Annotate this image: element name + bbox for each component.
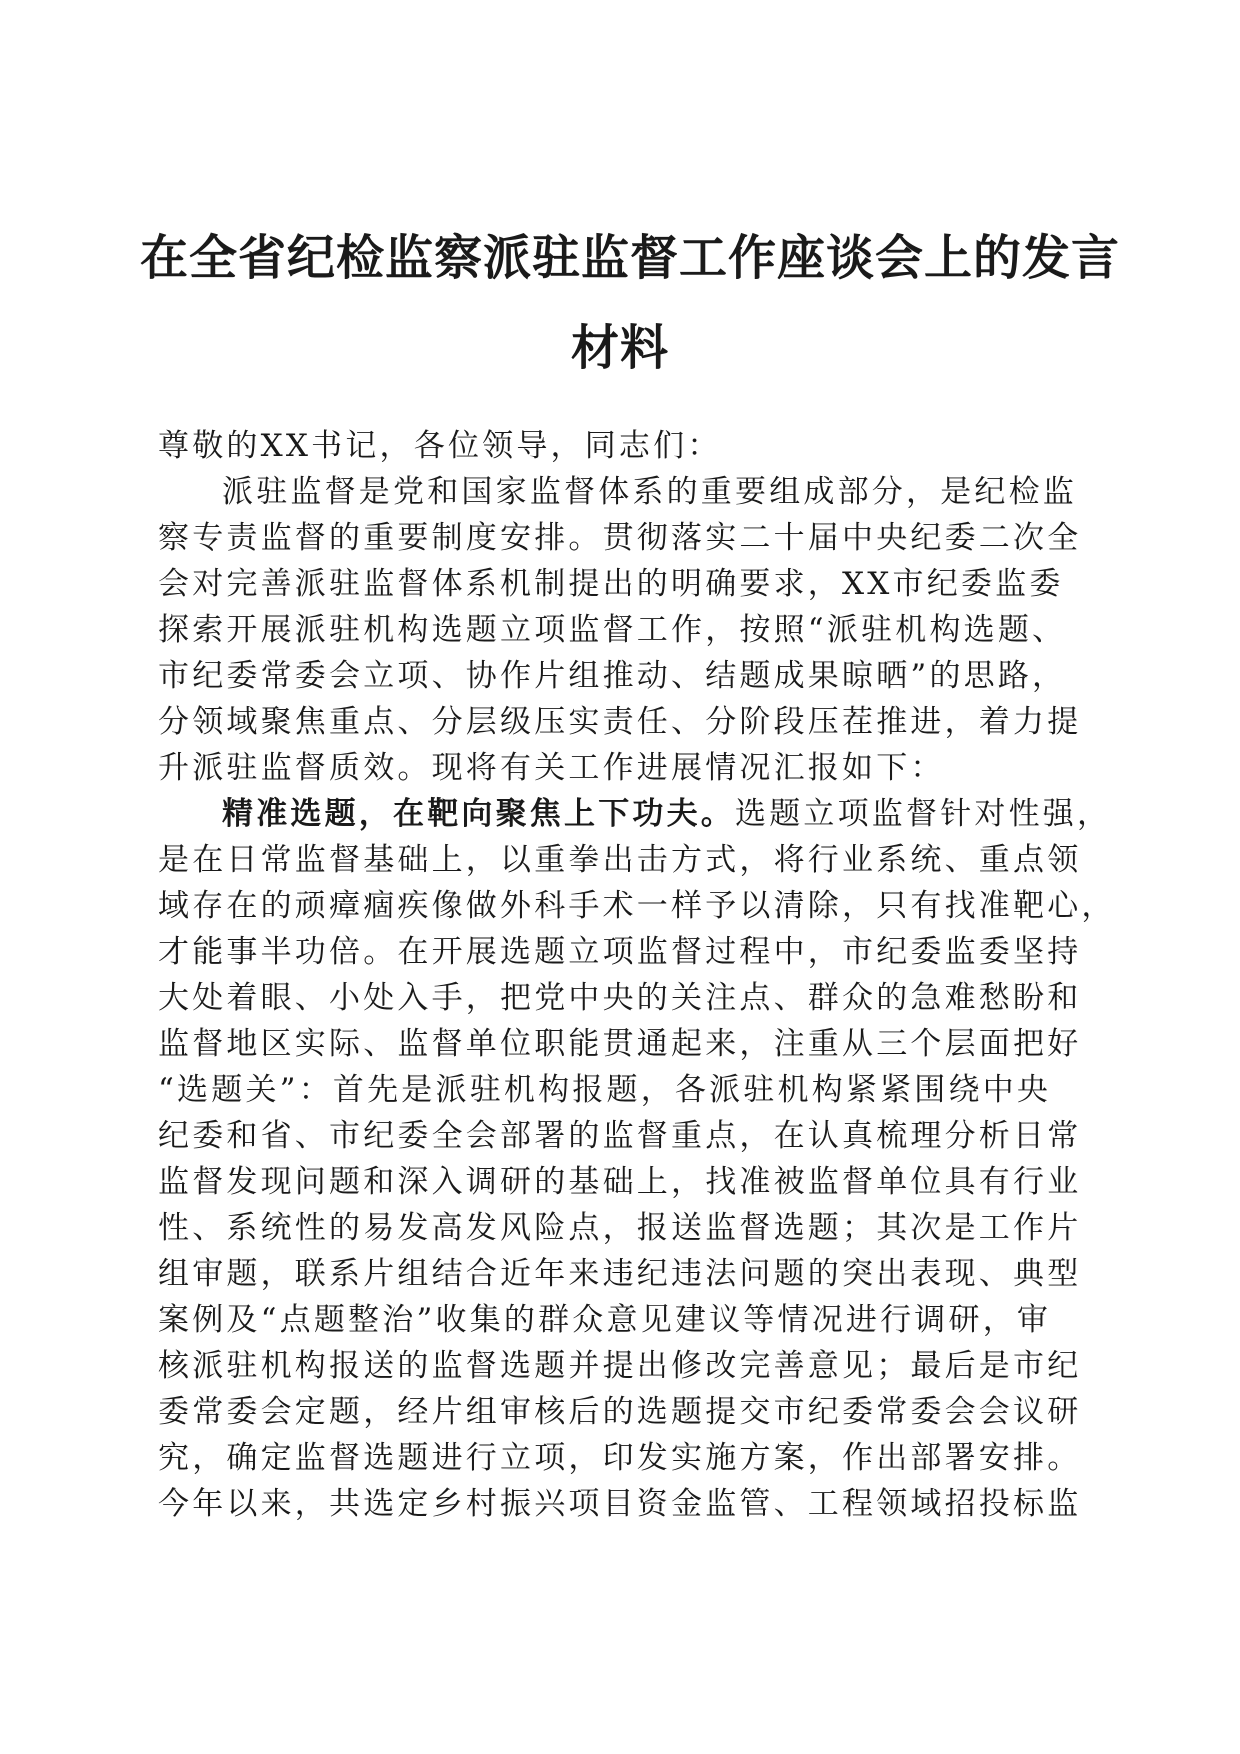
paragraph-2-line: 域存在的顽瘴痼疾像做外科手术一样予以清除，只有找准靶心， <box>158 888 1116 924</box>
paragraph-1-line: 探索开展派驻机构选题立项监督工作，按照“派驻机构选题、 <box>158 612 1067 648</box>
paragraph-2-line: 大处着眼、小处入手，把党中央的关注点、群众的急难愁盼和 <box>158 980 1082 1016</box>
paragraph-2-line: 是在日常监督基础上，以重拳出击方式，将行业系统、重点领 <box>158 842 1082 878</box>
paragraph-2-line: 纪委和省、市纪委全会部署的监督重点，在认真梳理分析日常 <box>158 1118 1082 1154</box>
paragraph-2-line: 监督地区实际、监督单位职能贯通起来，注重从三个层面把好 <box>158 1026 1082 1062</box>
paragraph-1-line: 派驻监督是党和国家监督体系的重要组成部分，是纪检监 <box>222 474 1077 510</box>
section-heading: 精准选题，在靶向聚焦上下功夫。 <box>222 796 735 832</box>
document-body <box>158 423 1116 1527</box>
paragraph-2-line: 性、系统性的易发高发风险点，报送监督选题；其次是工作片 <box>158 1210 1082 1246</box>
document-title-line-1: 在全省纪检监察派驻监督工作座谈会上的发言 <box>140 230 1121 286</box>
document-title-line-2: 材料 <box>570 320 669 376</box>
paragraph-2-line: 委常委会定题，经片组审核后的选题提交市纪委常委会会议研 <box>158 1394 1082 1430</box>
paragraph-2-first-line-text: 选题立项监督针对性强， <box>735 796 1112 832</box>
paragraph-1-line: 察专责监督的重要制度安排。贯彻落实二十届中央纪委二次全 <box>158 520 1082 556</box>
paragraph-1-line: 会对完善派驻监督体系机制提出的明确要求，XX市纪委监委 <box>158 566 1064 602</box>
paragraph-1-line: 市纪委常委会立项、协作片组推动、结题成果晾晒”的思路， <box>158 658 1067 694</box>
paragraph-2-line: 今年以来，共选定乡村振兴项目资金监管、工程领域招投标监 <box>158 1486 1082 1522</box>
salutation: 尊敬的XX书记，各位领导，同志们： <box>158 428 722 464</box>
paragraph-2-line: 案例及“点题整治”收集的群众意见建议等情况进行调研，审 <box>158 1302 1052 1338</box>
paragraph-2-line: 监督发现问题和深入调研的基础上，找准被监督单位具有行业 <box>158 1164 1082 1200</box>
paragraph-2-line: 核派驻机构报送的监督选题并提出修改完善意见；最后是市纪 <box>158 1348 1082 1384</box>
paragraph-1-line: 分领域聚焦重点、分层级压实责任、分阶段压茬推进，着力提 <box>158 704 1082 740</box>
paragraph-2-line: 才能事半功倍。在开展选题立项监督过程中，市纪委监委坚持 <box>158 934 1082 970</box>
paragraph-2-first-line <box>158 791 1112 837</box>
paragraph-1-line: 升派驻监督质效。现将有关工作进展情况汇报如下： <box>158 750 945 786</box>
paragraph-2-line: 组审题，联系片组结合近年来违纪违法问题的突出表现、典型 <box>158 1256 1082 1292</box>
paragraph-2-line: “选题关”：首先是派驻机构报题，各派驻机构紧紧围绕中央 <box>158 1072 1052 1108</box>
paragraph-2-line: 究，确定监督选题进行立项，印发实施方案，作出部署安排。 <box>158 1440 1082 1476</box>
